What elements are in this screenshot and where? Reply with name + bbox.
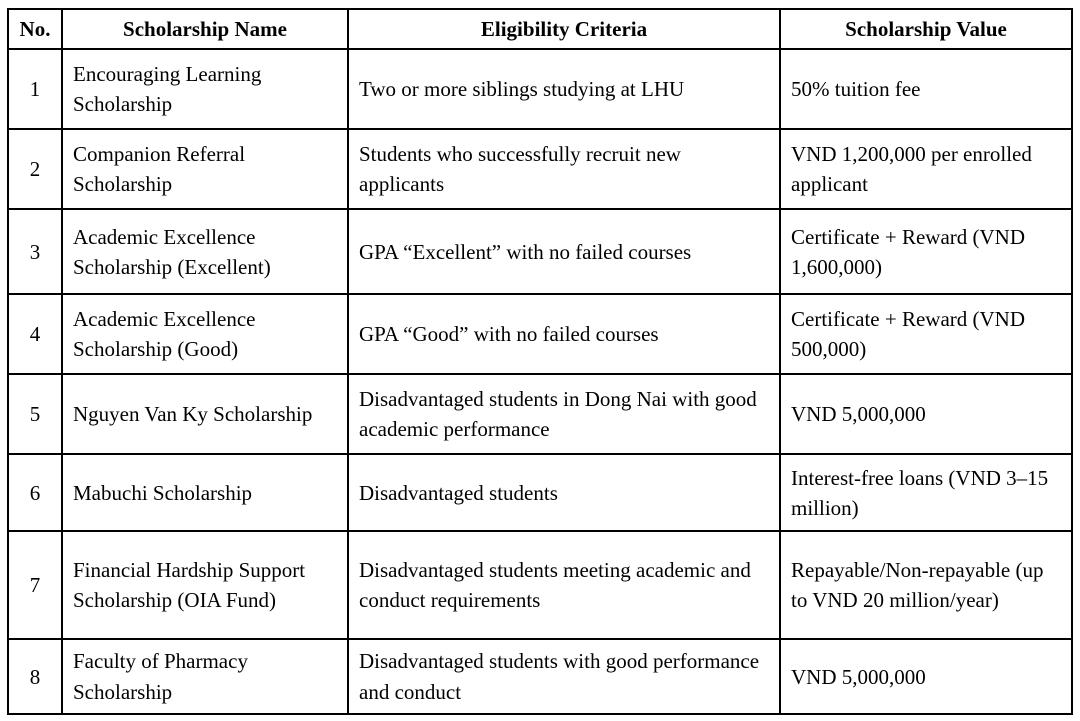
row-number-cell: 4 xyxy=(8,294,62,374)
row-number-cell: 8 xyxy=(8,639,62,714)
row-number-cell: 7 xyxy=(8,531,62,639)
scholarship-value-cell: VND 5,000,000 xyxy=(780,374,1072,454)
header-row xyxy=(8,9,1072,49)
scholarship-table-header xyxy=(8,9,1072,49)
eligibility-criteria-cell: Two or more siblings studying at LHU xyxy=(348,49,780,129)
eligibility-criteria-cell: GPA “Excellent” with no failed courses xyxy=(348,209,780,294)
column-header-scholarship-value: Scholarship Value xyxy=(780,9,1072,49)
column-header-no: No. xyxy=(8,9,62,49)
table-row xyxy=(8,531,1072,639)
table-row xyxy=(8,49,1072,129)
scholarship-name-cell: Academic Excellence Scholarship (Good) xyxy=(62,294,348,374)
table-row xyxy=(8,374,1072,454)
scholarship-value-cell: Interest-free loans (VND 3–15 million) xyxy=(780,454,1072,531)
scholarship-name-cell: Nguyen Van Ky Scholarship xyxy=(62,374,348,454)
scholarship-name-cell: Financial Hardship Support Scholarship (OIA Fund) xyxy=(62,531,348,639)
eligibility-criteria-cell: Students who successfully recruit new applicants xyxy=(348,129,780,209)
eligibility-criteria-cell: Disadvantaged students in Dong Nai with good academic performance xyxy=(348,374,780,454)
row-number-cell: 6 xyxy=(8,454,62,531)
eligibility-criteria-cell: Disadvantaged students xyxy=(348,454,780,531)
table-row xyxy=(8,639,1072,714)
table-row xyxy=(8,294,1072,374)
table-row xyxy=(8,454,1072,531)
scholarship-table-body xyxy=(8,49,1072,714)
column-header-eligibility-criteria: Eligibility Criteria xyxy=(348,9,780,49)
eligibility-criteria-cell: GPA “Good” with no failed courses xyxy=(348,294,780,374)
table-row xyxy=(8,209,1072,294)
row-number-cell: 5 xyxy=(8,374,62,454)
scholarship-name-cell: Mabuchi Scholarship xyxy=(62,454,348,531)
scholarship-value-cell: VND 5,000,000 xyxy=(780,639,1072,714)
scholarship-name-cell: Academic Excellence Scholarship (Excellent) xyxy=(62,209,348,294)
scholarship-value-cell: Certificate + Reward (VND 1,600,000) xyxy=(780,209,1072,294)
scholarship-name-cell: Faculty of Pharmacy Scholarship xyxy=(62,639,348,714)
row-number-cell: 3 xyxy=(8,209,62,294)
scholarship-value-cell: 50% tuition fee xyxy=(780,49,1072,129)
column-header-scholarship-name: Scholarship Name xyxy=(62,9,348,49)
row-number-cell: 2 xyxy=(8,129,62,209)
scholarship-table xyxy=(7,8,1073,715)
scholarship-name-cell: Encouraging Learning Scholarship xyxy=(62,49,348,129)
eligibility-criteria-cell: Disadvantaged students with good performance and conduct xyxy=(348,639,780,714)
scholarship-name-cell: Companion Referral Scholarship xyxy=(62,129,348,209)
table-row xyxy=(8,129,1072,209)
row-number-cell: 1 xyxy=(8,49,62,129)
eligibility-criteria-cell: Disadvantaged students meeting academic and conduct requirements xyxy=(348,531,780,639)
scholarship-value-cell: Repayable/Non-repayable (up to VND 20 million/year) xyxy=(780,531,1072,639)
scholarship-value-cell: VND 1,200,000 per enrolled applicant xyxy=(780,129,1072,209)
scholarship-value-cell: Certificate + Reward (VND 500,000) xyxy=(780,294,1072,374)
